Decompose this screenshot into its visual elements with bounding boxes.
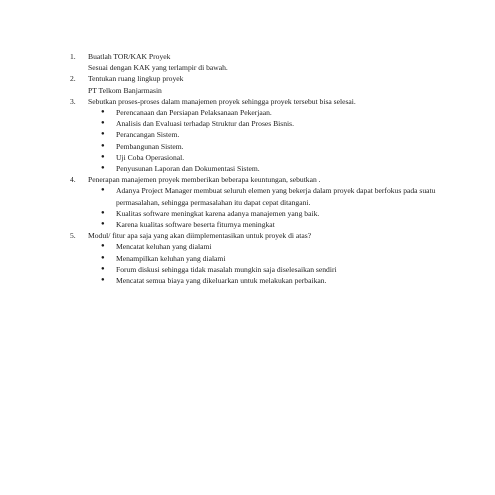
bullet-icon: ●: [101, 165, 105, 172]
bullet-list: [88, 107, 470, 174]
item-number: 2.: [70, 74, 76, 84]
bullet-list: [88, 185, 470, 230]
item-title: Tentukan ruang lingkup proyek: [88, 74, 184, 84]
item-answer: PT Telkom Banjarmasin: [88, 85, 162, 95]
document-body: [70, 51, 470, 286]
item-title: Buatlah TOR/KAK Proyek: [88, 52, 171, 61]
bullet-item: ● Penyusunan Laporan dan Dokumentasi Sistem.: [101, 164, 260, 174]
list-item-5: [70, 230, 470, 286]
bullet-icon: ●: [101, 254, 105, 261]
bullet-icon: ●: [101, 131, 105, 138]
bullet-item: ● Perancangan Sistem.: [101, 130, 180, 140]
list-item-4: [70, 174, 470, 230]
list-item-3: [70, 96, 470, 174]
item-number: 3.: [70, 96, 76, 106]
bullet-icon: ●: [101, 187, 105, 194]
bullet-icon: ●: [101, 221, 105, 228]
item-number: 4.: [70, 175, 76, 185]
item-title: Penerapan manajemen proyek memberikan beberapa keuntungan, sebutkan .: [88, 175, 321, 185]
bullet-item: ● Forum diskusi sehingga tidak masalah mungkin saja diselesaikan sendiri: [101, 264, 337, 274]
bullet-icon: ●: [101, 243, 105, 250]
bullet-icon: ●: [101, 265, 105, 272]
item-title: Modul/ fitur apa saja yang akan diimplementasikan untuk proyek di atas?: [88, 231, 312, 241]
bullet-icon: ●: [101, 277, 105, 284]
item-answer: Sesuai dengan KAK yang terlampir di bawah.: [88, 63, 228, 73]
bullet-item: ● Perencanaan dan Persiapan Pelaksanaan Pekerjaan.: [101, 108, 272, 118]
bullet-item: ● Mencatat semua biaya yang dikeluarkan untuk melakukan perbaikan.: [101, 276, 327, 286]
bullet-icon: ●: [101, 209, 105, 216]
bullet-item: ● Mencatat keluhan yang dialami: [101, 242, 212, 252]
list-item-1: [70, 51, 470, 73]
bullet-item: ● Analisis dan Evaluasi terhadap Struktur dan Proses Bisnis.: [101, 119, 295, 129]
bullet-item: ● Uji Coba Operasional.: [101, 152, 185, 162]
list-item-2: [70, 73, 470, 95]
bullet-item: ● Adanya Project Manager membuat seluruh elemen yang bekerja dalam proyek dapat berfokus pada suatu permasalahan, sehingga permasalahan itu dapat cepat ditangani.: [101, 186, 436, 207]
bullet-item: ● Karena kualitas software beserta fiturnya meningkat: [101, 220, 275, 230]
bullet-item: ● Pembangunan Sistem.: [101, 141, 184, 151]
bullet-icon: ●: [101, 109, 105, 116]
item-number: 1.: [70, 52, 76, 61]
bullet-item: ● Menampilkan keluhan yang dialami: [101, 253, 226, 263]
bullet-icon: ●: [101, 120, 105, 127]
bullet-icon: ●: [101, 142, 105, 149]
item-title: Sebutkan proses-proses dalam manajemen proyek sehingga proyek tersebut bisa selesai.: [88, 96, 356, 106]
bullet-icon: ●: [101, 153, 105, 160]
bullet-list: [88, 241, 470, 286]
bullet-item: ● Kualitas software meningkat karena adanya manajemen yang baik.: [101, 208, 320, 218]
item-number: 5.: [70, 231, 76, 241]
